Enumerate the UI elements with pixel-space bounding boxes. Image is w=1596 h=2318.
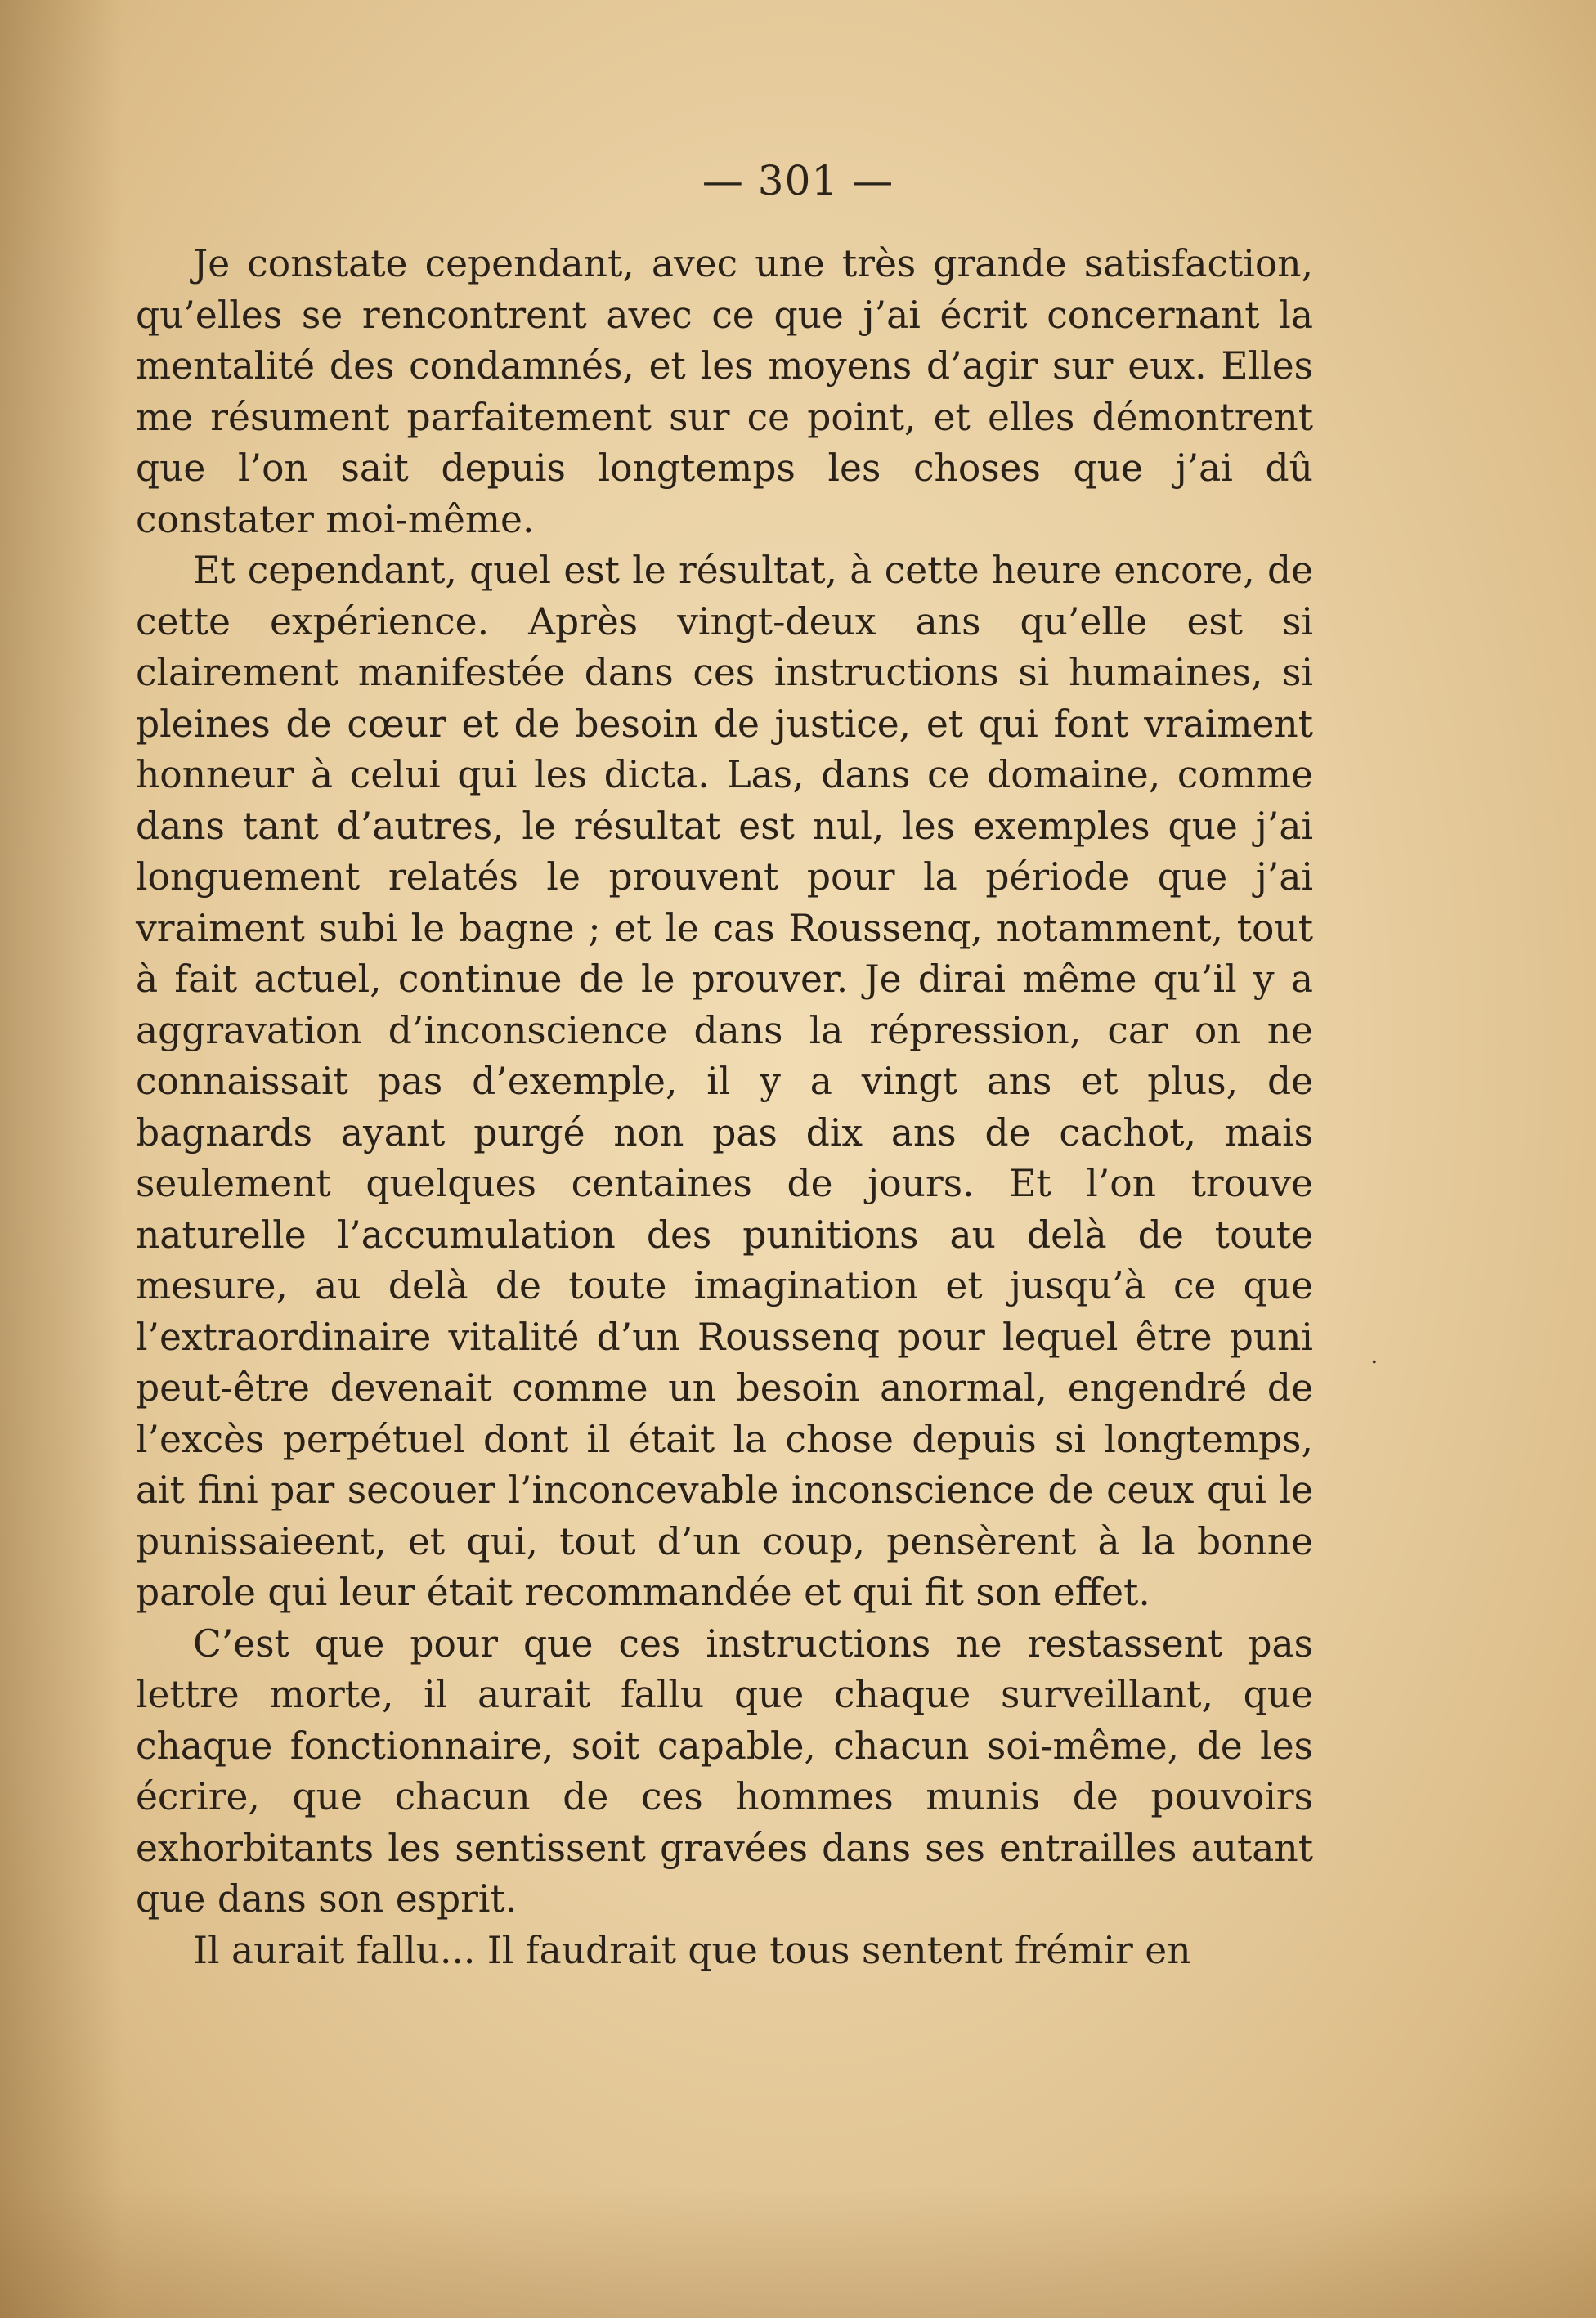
page-number: — 301 — bbox=[702, 157, 894, 204]
page-edge-shading bbox=[0, 2187, 1596, 2318]
paragraph-4: Il aurait fallu... Il faudrait que tous sentent frémir en bbox=[193, 1928, 1191, 1972]
paragraph-3: C’est que pour que ces instructions ne restassent pas lettre morte, il aurait fallu que chaque surveillant, que chaque fonctionnaire, soit capable, chacun soi-même, de les écrire, que chacun de ces hommes munis de pouvoirs exhorbitants les sentissent gravées dans ses entrailles autant que dans son esprit. bbox=[136, 1621, 1313, 1921]
paragraph-2: Et cependant, quel est le résultat, à cette heure encore, de cette expérience. Après vingt-deux ans qu’elle est si clairement manifestée dans ces instructions si humaines, si pleines de cœur et de besoin de justice, et qui font vraiment honneur à celui qui les dicta. Las, dans ce domaine, comme dans tant d’autres, le résultat est nul, les exemples que j’ai longuement relatés le prouvent pour la période que j’ai vraiment subi le bagne ; et le cas Roussenq, notamment, tout à fait actuel, continue de le prouver. Je dirai même qu’il y a aggravation d’inconscience dans la répression, car on ne connaissait pas d’exemple, il y a vingt ans et plus, de bagnards ayant purgé non pas dix ans de cachot, mais seulement quelques centaines de jours. Et l’on trouve naturelle l’accumulation des punitions au delà de toute mesure, au delà de toute imagination et jusqu’à ce que l’extraordinaire vitalité d’un Roussenq pour lequel être puni peut-être devenait comme un besoin anormal, engendré de l’excès perpétuel dont il était la chose depuis si longtemps, ait fini par secouer l’inconcevable inconscience de ceux qui le punissaieent, et qui, tout d’un coup, pensèrent à la bonne parole qui leur était recommandée et qui fit son effet. bbox=[136, 549, 1313, 1614]
body-text bbox=[136, 239, 1313, 1976]
paragraph-1: Je constate cependant, avec une très grande satisfaction, qu’elles se rencontrent avec ce que j’ai écrit concernant la mentalité des condamnés, et les moyens d’agir sur eux. Elles me résument parfaitement sur ce point, et elles démontrent que l’on sait depuis longtemps les choses que j’ai dû constater moi-même. bbox=[136, 242, 1313, 541]
spine-shadow bbox=[0, 0, 123, 2318]
stray-ink-mark: . bbox=[1370, 1341, 1379, 1370]
